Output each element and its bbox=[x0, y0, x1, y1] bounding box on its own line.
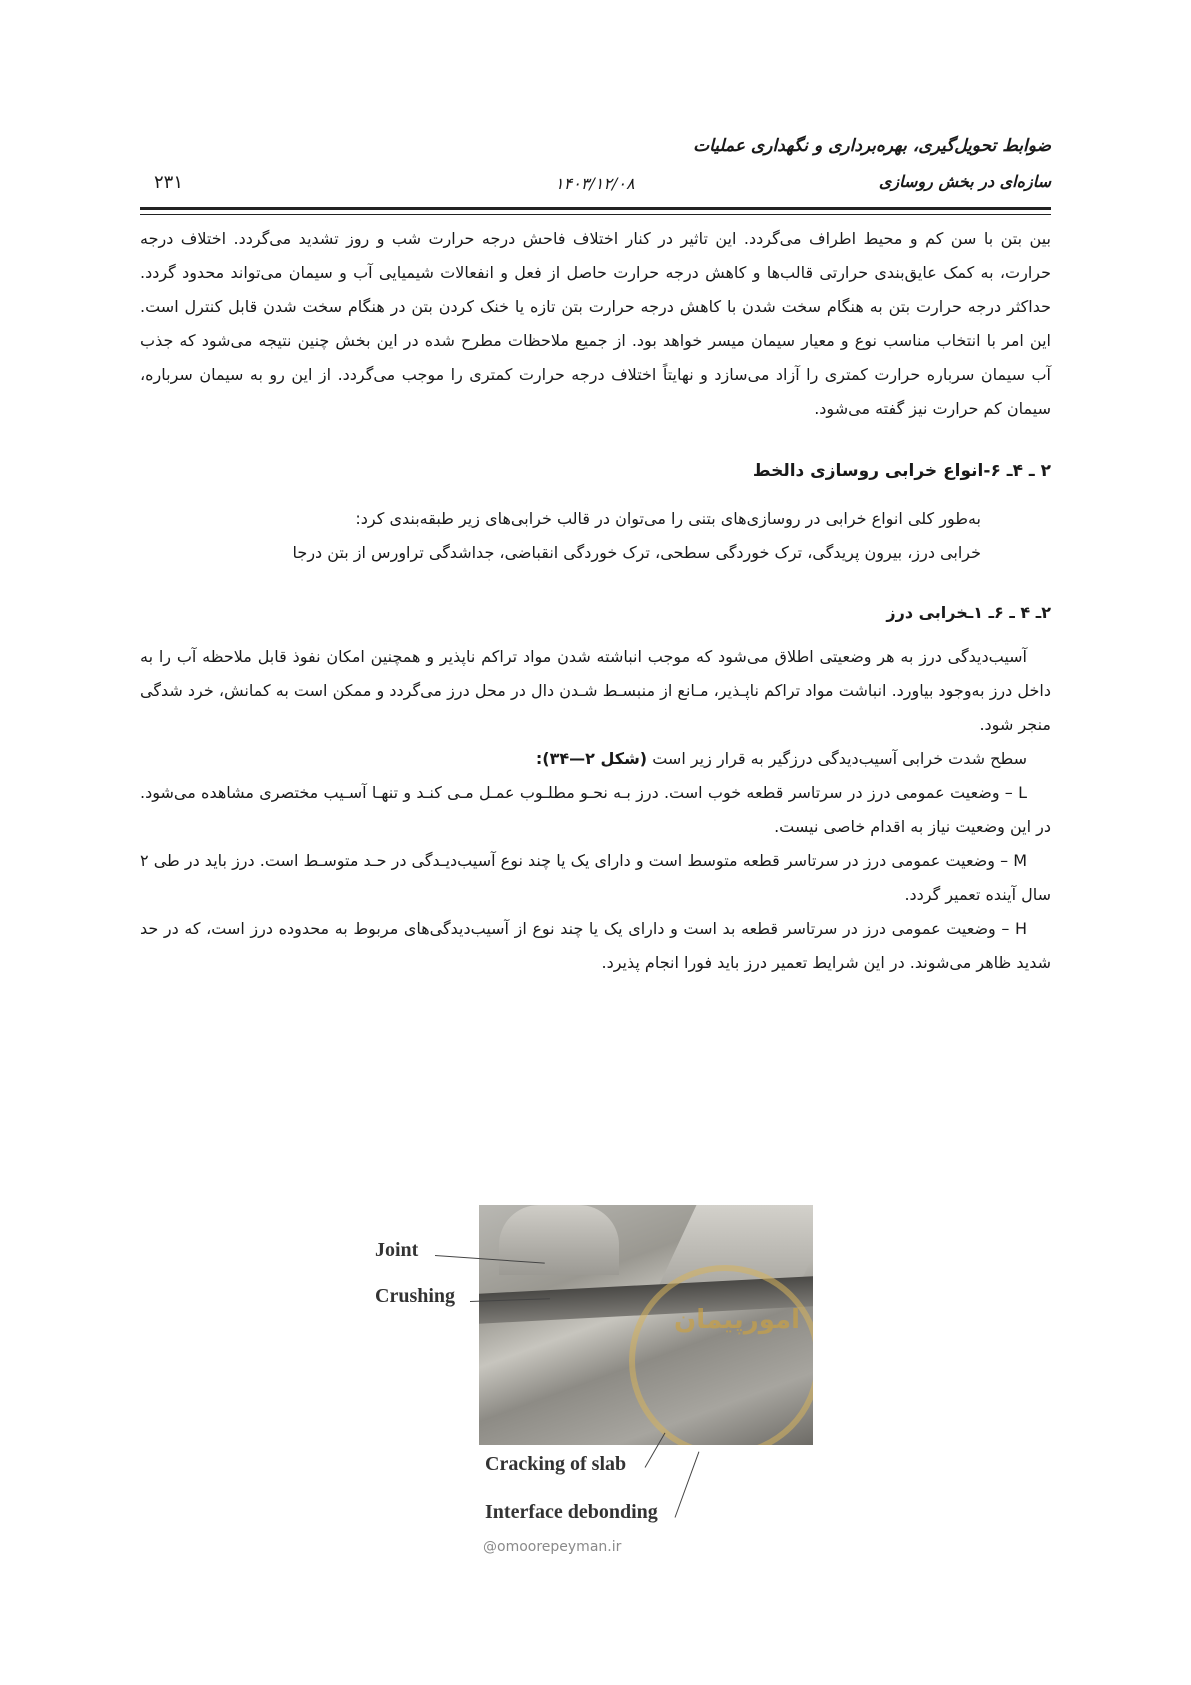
severity-level-m: M – وضعیت عمومی درز در سرتاسر قطعه متوسط است و دارای یک یا چند نوع آسیب‌دیـدگی در حـد متوسـط است. درز باید در طی ۲ سال آینده تعمیر گردد. bbox=[140, 851, 1051, 904]
leader-line-interface bbox=[675, 1452, 700, 1518]
label-interface: Interface debonding bbox=[485, 1501, 658, 1523]
intro-paragraph: بین بتن با سن کم و محیط اطراف می‌گردد. این تاثیر در کنار اختلاف فاحش درجه حرارت شب و روز تشدید می‌گردد. اختلاف درجه حرارت، به کمک عایق‌بندی حرارتی قالب‌ها و کاهش درجه حرارت حاصل از فعل و انفعالات شیمیایی آب و سیمان می‌تواند محدود گردد. حداکثر درجه حرارت بتن به هنگام سخت شدن با کاهش درجه حرارت بتن تازه یا خنک کردن بتن در هنگام سخت شدن قابل کنترل است. این امر با انتخاب مناسب نوع و معیار سیمان میسر خواهد بود. از جمیع ملاحظات مطرح شده در این بخش چنین نتیجه می‌شود که جذب آب سیمان سرباره حرارت کمتری را آزاد می‌سازد و نهایتاً اختلاف درجه حرارت کمتری را موجب می‌گردد. از این رو به سیمان سرباره، سیمان کم حرارت نیز گفته می‌شود. bbox=[140, 229, 1051, 418]
severity-level-l: L – وضعیت عمومی درز در سرتاسر قطعه خوب است. درز بـه نحـو مطلـوب عمـل مـی کنـد و تنهـا آسـیب مختصری مشاهده می‌شود. در این وضعیت نیاز به اقدام خاصی نیست. bbox=[140, 783, 1051, 836]
photo-rail-block bbox=[499, 1205, 619, 1275]
figure-reference: (شکل ۲—۳۴): bbox=[535, 749, 648, 768]
figure-credit: @omoorepeyman.ir bbox=[483, 1539, 622, 1555]
section-intro-block bbox=[140, 502, 1051, 570]
section-list: خرابی درز، بیرون پریدگی، ترک خوردگی سطحی، ترک خوردگی انقباضی، جداشدگی تراورس از بتن درجا bbox=[292, 543, 981, 562]
watermark-text: امورپیمان bbox=[674, 1305, 801, 1335]
watermark-seal bbox=[629, 1265, 813, 1445]
header-rule-thick bbox=[140, 207, 1051, 210]
section-intro: به‌طور کلی انواع خرابی در روسازی‌های بتنی را می‌توان در قالب خرابی‌های زیر طبقه‌بندی کرد: bbox=[355, 509, 981, 528]
header-title-line2: سازه‌ای در بخش روسازی bbox=[878, 172, 1051, 191]
severity-intro bbox=[140, 742, 1051, 776]
severity-intro-text: سطح شدت خرابی آسیب‌دیدگی درزگیر به قرار زیر است bbox=[652, 749, 1027, 768]
joint-damage-figure bbox=[375, 1205, 825, 1565]
sub-heading: ۲ـ ۴ ـ ۶ـ ۱ـخرابی درز bbox=[886, 603, 1051, 622]
label-cracking: Cracking of slab bbox=[485, 1453, 627, 1475]
page-header bbox=[140, 128, 1051, 208]
joint-paragraph: آسیب‌دیدگی درز به هر وضعیتی اطلاق می‌شود که موجب انباشته شدن مواد تراکم ناپذیر و همچنین امکان نفوذ قابل ملاحظه آب را به داخل درز به‌وجود بیاورد. انباشت مواد تراکم ناپـذیر، مـانع از منبسـط شـدن دال در محل درز می‌گردد و ممکن است به کمانش، خرد شدگی منجر شود. bbox=[140, 647, 1051, 734]
page-number: ۲۳۱ bbox=[154, 172, 184, 193]
page-content bbox=[140, 222, 1051, 980]
header-date: ۱۴۰۳/۱۲/۰۸ bbox=[555, 174, 635, 193]
joint-damage-photo bbox=[479, 1205, 813, 1445]
label-crushing: Crushing bbox=[375, 1285, 456, 1307]
header-rule-thin bbox=[140, 214, 1051, 215]
header-title-line1: ضوابط تحویل‌گیری، بهره‌برداری و نگهداری عملیات bbox=[693, 136, 1051, 156]
section-heading: ۲ ـ ۴ـ ۶-انواع خرابی روسازی دالخط bbox=[752, 461, 1051, 481]
severity-level-h: H – وضعیت عمومی درز در سرتاسر قطعه بد است و دارای یک یا چند نوع از آسیب‌دیدگی‌های مربوط به محدوده درز است، که در حد شدید ظاهر می‌شوند. در این شرایط تعمیر درز باید فورا انجام پذیرد. bbox=[140, 919, 1051, 972]
label-joint: Joint bbox=[375, 1239, 419, 1261]
